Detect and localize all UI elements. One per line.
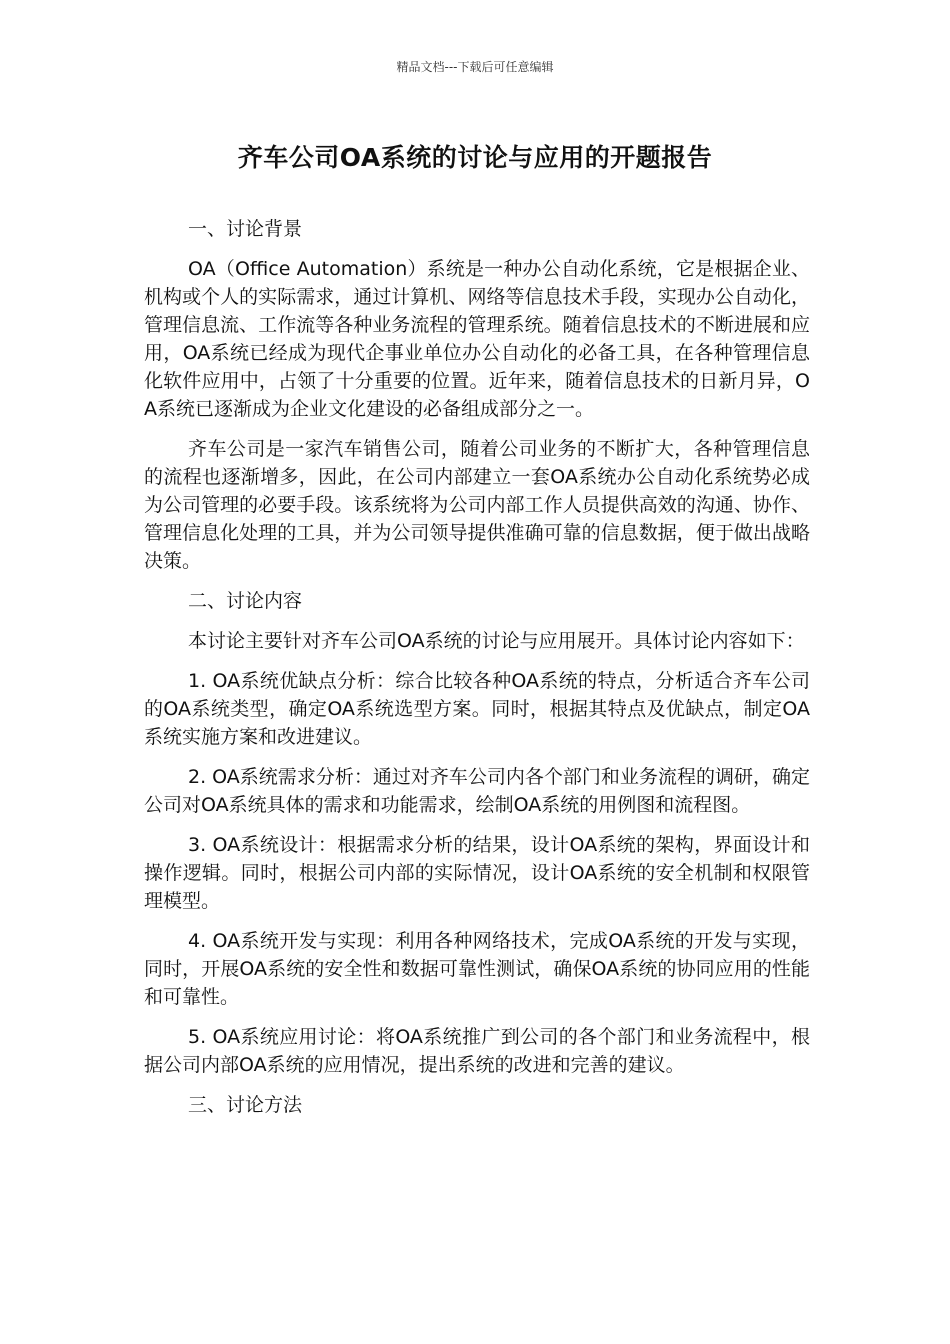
section-heading-content: 二、讨论内容	[188, 590, 303, 612]
list-item-4: 4. OA系统开发与实现：利用各种网络技术，完成OA系统的开发与实现，同时，开展OA系统的安全性和数据可靠性测试，确保OA系统的协同应用的性能和可靠性。	[144, 930, 810, 1008]
section-heading-background: 一、讨论背景	[188, 218, 303, 240]
list-item-5: 5. OA系统应用讨论：将OA系统推广到公司的各个部门和业务流程中，根据公司内部OA系统的应用情况，提出系统的改进和完善的建议。	[144, 1026, 810, 1076]
document-title: 齐车公司OA系统的讨论与应用的开题报告	[237, 143, 713, 172]
header-note: 精品文档---下载后可任意编辑	[396, 60, 554, 74]
document-body	[144, 215, 810, 1131]
list-item-2: 2. OA系统需求分析：通过对齐车公司内各个部门和业务流程的调研，确定公司对OA系统具体的需求和功能需求，绘制OA系统的用例图和流程图。	[144, 766, 810, 816]
list-item-1: 1. OA系统优缺点分析：综合比较各种OA系统的特点，分析适合齐车公司的OA系统类型，确定OA系统选型方案。同时，根据其特点及优缺点，制定OA系统实施方案和改进建议。	[144, 670, 810, 748]
paragraph-company-background: 齐车公司是一家汽车销售公司，随着公司业务的不断扩大，各种管理信息的流程也逐渐增多，因此，在公司内部建立一套OA系统办公自动化系统势必成为公司管理的必要手段。该系统将为公司内部工作人员提供高效的沟通、协作、管理信息化处理的工具，并为公司领导提供准确可靠的信息数据，便于做出战略决策。	[144, 438, 810, 572]
list-item-3: 3. OA系统设计：根据需求分析的结果，设计OA系统的架构，界面设计和操作逻辑。同时，根据公司内部的实际情况，设计OA系统的安全机制和权限管理模型。	[144, 834, 810, 912]
paragraph-content-intro: 本讨论主要针对齐车公司OA系统的讨论与应用展开。具体讨论内容如下：	[188, 630, 805, 652]
paragraph-oa-definition: OA（Office Automation）系统是一种办公自动化系统，它是根据企业、机构或个人的实际需求，通过计算机、网络等信息技术手段，实现办公自动化，管理信息流、工作流等各种业务流程的管理系统。随着信息技术的不断进展和应用，OA系统已经成为现代企事业单位办公自动化的必备工具，在各种管理信息化软件应用中，占领了十分重要的位置。近年来，随着信息技术的日新月异，OA系统已逐渐成为企业文化建设的必备组成部分之一。	[144, 258, 810, 420]
section-heading-method: 三、讨论方法	[188, 1094, 303, 1116]
